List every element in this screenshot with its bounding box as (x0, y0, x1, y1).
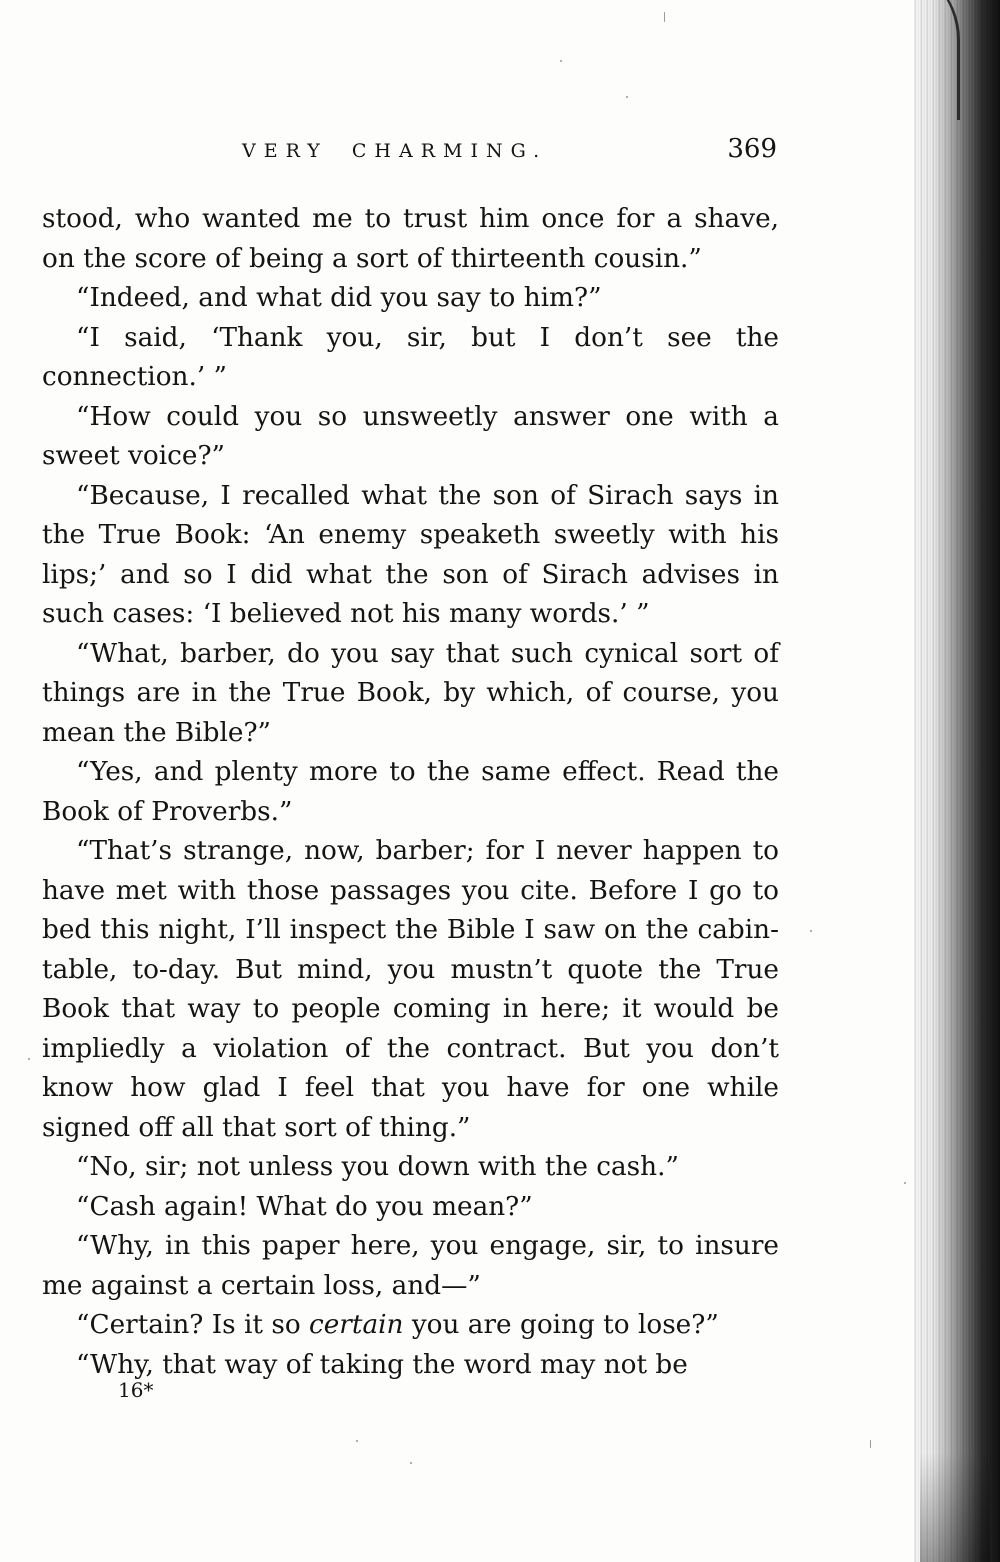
paragraph-certain (42, 1306, 779, 1346)
print-speck (810, 930, 812, 932)
print-speck (410, 1462, 412, 1464)
print-speck (28, 1058, 30, 1060)
body-text (42, 200, 779, 1385)
paragraph: “I said, ‘Thank you, sir, but I don’t see the connection.’ ” (42, 322, 779, 392)
paragraph: “Yes, and plenty more to the same effect. Read the Book of Proverbs.” (42, 757, 779, 827)
print-speck (626, 96, 628, 98)
print-speck (664, 12, 665, 22)
paragraph: stood, who wanted me to trust him once for a shave, on the score of being a sort of thirteenth cousin.” (42, 204, 779, 274)
print-speck (904, 1182, 906, 1184)
paragraph-last: “Why, that way of taking the word may not be (76, 1349, 688, 1380)
paragraph: “That’s strange, now, barber; for I never happen to have met with those passages you cite. Before I go to bed this night, I’ll inspect the Bible I saw on the cabin-table, to-day. But mind, you mustn’t quote the True Book that way to people coming in here; it would be impliedly a violation of the contract. But you don’t know how glad I feel that you have for one while signed off all that sort of thing.” (42, 836, 779, 1143)
page-edge-curl (877, 0, 960, 120)
signature-mark: 16* (118, 1378, 154, 1402)
certain-text-after: you are going to lose?” (403, 1310, 719, 1340)
print-speck (356, 1440, 358, 1442)
page-edge-binding (914, 0, 1000, 1562)
paragraph: “What, barber, do you say that such cynical sort of things are in the True Book, by which, of course, you mean the Bible?” (42, 638, 779, 748)
paragraph: “Cash again! What do you mean?” (76, 1191, 533, 1222)
paragraph: “Because, I recalled what the son of Sirach says in the True Book: ‘An enemy speaketh sweetly with his lips;’ and so I did what the son of Sirach advises in such cases: ‘I believed not his many words.’ ” (42, 480, 779, 629)
page-number: 369 (727, 134, 777, 164)
paragraph: “No, sir; not unless you down with the cash.” (76, 1152, 679, 1182)
page-header (42, 136, 777, 166)
running-head: VERY CHARMING. (242, 140, 548, 162)
certain-text-before: “Certain? Is it so (76, 1310, 310, 1340)
paragraph: “Indeed, and what did you say to him?” (76, 283, 602, 313)
print-speck (560, 60, 562, 62)
certain-emphasis: certain (309, 1310, 404, 1340)
paragraph: “Why, in this paper here, you engage, sir, to insure me against a certain loss, and—” (42, 1231, 779, 1301)
print-speck (870, 1440, 871, 1448)
page-edge-shadow (920, 1452, 990, 1562)
paragraph: “How could you so unsweetly answer one with a sweet voice?” (42, 401, 779, 471)
